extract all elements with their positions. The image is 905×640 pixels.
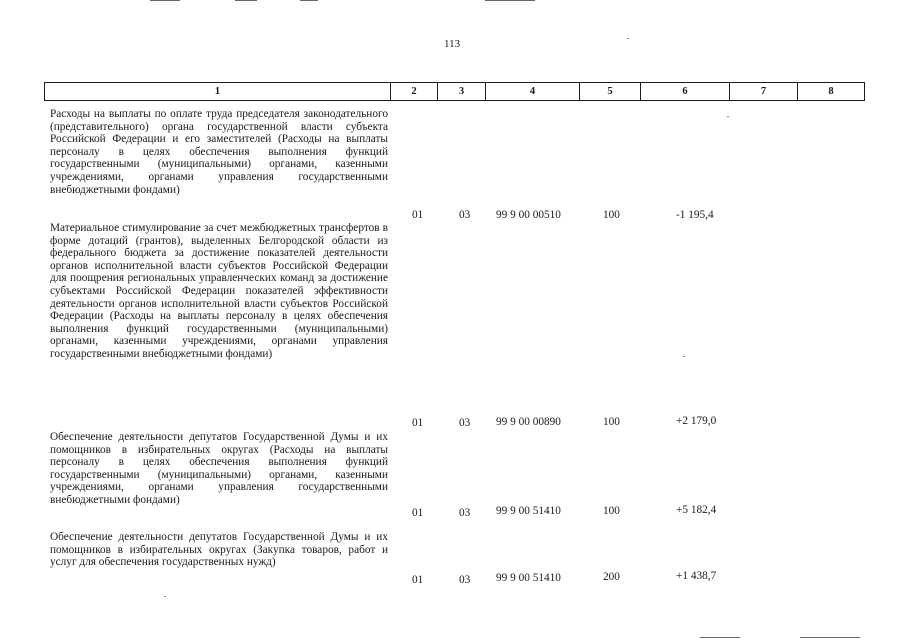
row-4-section: 01 [412,574,424,586]
row-4-expense-type: 200 [603,571,620,583]
row-3-expense-type: 100 [603,505,620,517]
row-3-subsection: 03 [459,507,471,519]
scan-edge-mark [800,637,860,638]
row-1-section: 01 [412,209,424,221]
page-number: 113 [444,38,461,50]
column-header-7: 7 [730,83,798,101]
column-header-5: 5 [580,83,641,101]
row-1-target-article: 99 9 00 00510 [496,209,561,221]
scan-speck [627,38,629,39]
scan-edge-mark [485,0,535,1]
row-2-subsection: 03 [459,417,471,429]
column-header-1: 1 [45,83,391,101]
scan-edge-mark [235,0,257,1]
column-header-row [45,83,865,101]
row-2-amount: +2 179,0 [676,415,717,427]
row-2-section: 01 [412,417,424,429]
column-header-8: 8 [798,83,865,101]
column-header-2: 2 [391,83,438,101]
row-2-target-article: 99 9 00 00890 [496,416,561,428]
scan-edge-mark [300,0,318,1]
column-header-table [44,82,865,101]
row-3-section: 01 [412,507,424,519]
scan-speck [164,596,166,597]
row-4-amount: +1 438,7 [676,570,717,582]
row-1-subsection: 03 [459,209,471,221]
row-3-target-article: 99 9 00 51410 [496,505,561,517]
row-1-expense-type: 100 [603,209,620,221]
scan-edge-mark [700,637,740,638]
scan-edge-mark [150,0,180,1]
row-2-description: Материальное стимулирование за счет межбюджетных трансфертов в форме дотаций (грантов), выделенных Белгородской области из федерального бюджета за достижение показателей деятельности органов исполнительной власти субъектов Российской Федерации для поощрения региональных управленческих команд за достижение субъектами Российской Федерации показателей эффективности деятельности органов исполнительной власти субъектов Российской Федерации (Расходы на выплаты персоналу в целях обеспечения выполнения функций государственными (муниципальными) органами, казенными учреждениями, органами управления государственными внебюджетными фондами) [50,222,388,360]
column-header-6: 6 [641,83,730,101]
row-4-description: Обеспечение деятельности депутатов Государственной Думы и их помощников в избирательных округах (Закупка товаров, работ и услуг для обеспечения государственных нужд) [50,531,388,569]
row-4-subsection: 03 [459,574,471,586]
column-header-4: 4 [486,83,580,101]
row-1-description: Расходы на выплаты по оплате труда председателя законодательного (представительного) органа государственной власти субъекта Российской Федерации и его заместителей (Расходы на выплаты персоналу в целях обеспечения выполнения функций государственными (муниципальными) органами, казенными учреждениями, органами управления государственными внебюджетными фондами) [50,108,388,196]
row-3-amount: +5 182,4 [676,504,717,516]
scan-speck [727,116,729,117]
row-1-amount: -1 195,4 [676,209,714,221]
scan-speck [683,356,685,357]
column-header-3: 3 [438,83,486,101]
row-2-expense-type: 100 [603,416,620,428]
row-3-description: Обеспечение деятельности депутатов Государственной Думы и их помощников в избирательных округах (Расходы на выплаты персоналу в целях обеспечения выполнения функций государственными (муниципальными) органами, казенными учреждениями, органами управления государственными внебюджетными фондами) [50,431,388,506]
row-4-target-article: 99 9 00 51410 [496,572,561,584]
